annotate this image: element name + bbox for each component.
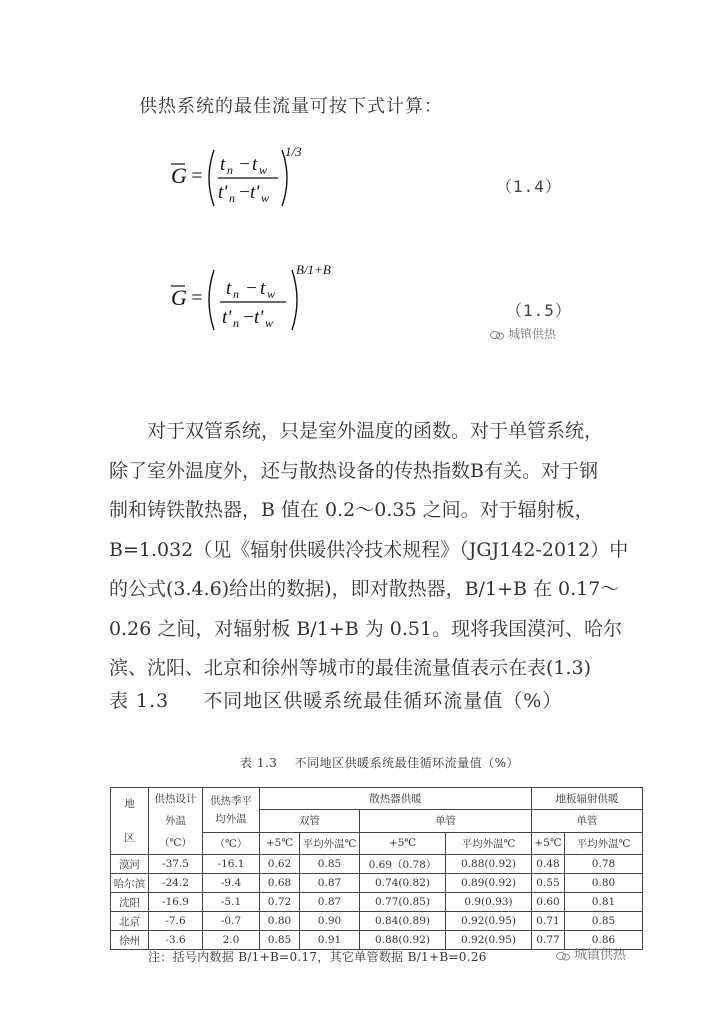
svg-text:w: w — [259, 163, 268, 177]
svg-text:n: n — [233, 316, 239, 330]
table-cell: 0.84(0.89) — [360, 912, 446, 931]
watermark-top — [490, 325, 556, 342]
header-design-temp: 供热设计外温（℃） — [149, 788, 203, 855]
paragraph-line: B=1.032（见《辐射供暖供冷技术规程》（JGJ142-2012）中 — [109, 538, 629, 561]
table-cell: 漠河 — [111, 855, 149, 874]
table-cell: 0.85 — [260, 931, 300, 950]
svg-text:−: − — [238, 182, 251, 203]
watermark-bottom — [556, 944, 626, 963]
table-cell: -7.6 — [149, 912, 203, 931]
table-cell: 0.69（0.78） — [360, 855, 446, 874]
table-cell: 0.87 — [300, 893, 360, 912]
header-region: 地 区 — [111, 788, 149, 855]
table-row — [111, 855, 643, 874]
svg-text:n: n — [229, 191, 235, 205]
table-row — [111, 893, 643, 912]
formula2-exponent: B/1+B — [296, 262, 331, 277]
svg-text:n: n — [227, 163, 233, 177]
header-floor: 地板辐射供暖 — [532, 788, 643, 810]
table-cell: 北京 — [111, 912, 149, 931]
svg-text:t': t' — [254, 307, 264, 328]
table-caption-label: 表 1.3 — [109, 690, 170, 712]
table-cell: 0.92(0.95) — [446, 931, 532, 950]
table-cell: 0.88(0.92) — [360, 931, 446, 950]
header-avg-temp: 供热季平均外温 — [203, 788, 260, 833]
svg-text:t': t' — [250, 182, 260, 203]
table-cell: 0.88(0.92) — [446, 855, 532, 874]
table-cell: 0.90 — [300, 912, 360, 931]
header-avg-out: 平均外温℃ — [446, 832, 532, 854]
table-cell: 0.80 — [260, 912, 300, 931]
header-plus5: +5℃ — [360, 832, 446, 854]
table-cell: 0.72 — [260, 893, 300, 912]
table-cell: 0.48 — [532, 855, 565, 874]
table-cell: -9.4 — [203, 874, 260, 893]
paragraph-line: 除了室外温度外，还与散热设备的传热指数B有关。对于钢 — [109, 459, 598, 482]
table-cell: -16.9 — [149, 893, 203, 912]
header-plus5: +5℃ — [260, 832, 300, 854]
table-cell: -24.2 — [149, 874, 203, 893]
formula1-lhs: G — [171, 163, 187, 188]
table-cell: 0.68 — [260, 874, 300, 893]
watermark-text: 城镇供热 — [574, 948, 627, 963]
table-cell: 0.62 — [260, 855, 300, 874]
table-cell: 0.86 — [565, 931, 643, 950]
paragraph-line: 对于双管系统，只是室外温度的函数。对于单管系统， — [147, 420, 604, 442]
table-cell: 0.60 — [532, 893, 565, 912]
table-cell: -5.1 — [203, 893, 260, 912]
table-caption — [109, 686, 562, 713]
svg-text:−: − — [245, 278, 258, 299]
svg-text:t': t' — [222, 307, 232, 328]
table-note: 注：括号内数据 B/1+B=0.17，其它单管数据 B/1+B=0.26 — [148, 950, 487, 964]
flow-table — [110, 787, 643, 950]
table-cell: 0.80 — [565, 874, 643, 893]
watermark-text: 城镇供热 — [508, 327, 557, 341]
table-cell: 0.74(0.82) — [360, 874, 446, 893]
svg-text:t: t — [260, 278, 266, 299]
table-cell: 0.78 — [565, 855, 643, 874]
svg-text:t': t' — [218, 182, 228, 203]
header-single-pipe: 单管 — [360, 810, 532, 832]
header-avg-temp-unit: （℃） — [203, 832, 260, 854]
svg-text:t: t — [220, 154, 226, 175]
table-cell: 0.77(0.85) — [360, 893, 446, 912]
svg-text:w: w — [261, 191, 270, 205]
table-cell: 0.81 — [565, 893, 643, 912]
formula-1-5-graphic — [168, 262, 348, 334]
svg-text:=: = — [190, 165, 204, 187]
header-plus5: +5℃ — [532, 832, 565, 854]
svg-text:w: w — [267, 287, 276, 301]
table-cell: -16.1 — [203, 855, 260, 874]
table-cell: 0.89(0.92) — [446, 874, 532, 893]
table-cell: -3.6 — [149, 931, 203, 950]
table-row — [111, 912, 643, 931]
table-cell: -37.5 — [149, 855, 203, 874]
svg-text:n: n — [233, 287, 239, 301]
table-cell: 0.91 — [300, 931, 360, 950]
svg-text:t: t — [226, 278, 232, 299]
table-row — [111, 874, 643, 893]
intro-text: 供热系统的最佳流量可按下式计算： — [139, 96, 443, 117]
table-cell: 沈阳 — [111, 893, 149, 912]
table-image-title: 表 1.3 不同地区供暖系统最佳循环流量值（%） — [240, 756, 520, 770]
svg-text:t: t — [252, 154, 258, 175]
header-avg-out: 平均外温℃ — [565, 832, 643, 854]
svg-text:w: w — [265, 316, 274, 330]
table-cell: 0.92(0.95) — [446, 912, 532, 931]
table-cell: 0.55 — [532, 874, 565, 893]
body-paragraph — [109, 412, 629, 689]
formula-1-4 — [168, 142, 308, 212]
table-cell: -0.7 — [203, 912, 260, 931]
header-floor-single-pipe: 单管 — [532, 810, 643, 832]
wechat-icon — [490, 330, 504, 340]
paragraph-line: 滨、沈阳、北京和徐州等城市的最佳流量值表示在表(1.3) — [109, 657, 592, 679]
paragraph-line: 0.26 之间，对辐射板 B/1+B 为 0.51。现将我国漠河、哈尔 — [109, 617, 623, 640]
formula1-exponent: 1/3 — [285, 144, 302, 159]
table-cell: 0.87 — [300, 874, 360, 893]
table-cell: 0.9(0.93) — [446, 893, 532, 912]
equation-number-1-4: （1.4） — [496, 177, 562, 196]
formula-1-4-graphic — [168, 142, 318, 214]
svg-text:=: = — [190, 287, 204, 309]
formula2-lhs: G — [171, 285, 187, 310]
formula-1-5 — [168, 262, 348, 332]
paragraph-line: 制和铸铁散热器，B 值在 0.2～0.35 之间。对于辐射板， — [109, 499, 594, 521]
svg-text:−: − — [238, 154, 251, 175]
table-caption-text: 不同地区供暖系统最佳循环流量值（%） — [203, 690, 563, 712]
wechat-icon — [556, 951, 570, 961]
table-cell: 徐州 — [111, 931, 149, 950]
table-cell: 0.85 — [565, 912, 643, 931]
equation-number-1-5: （1.5） — [506, 301, 572, 320]
header-double-pipe: 双管 — [260, 810, 360, 832]
paragraph-line: 的公式(3.4.6)给出的数据)，即对散热器，B/1+B 在 0.17～ — [109, 578, 620, 600]
table-cell: 2.0 — [203, 931, 260, 950]
table-cell: 0.77 — [532, 931, 565, 950]
svg-text:−: − — [242, 307, 255, 328]
table-cell: 0.85 — [300, 855, 360, 874]
header-avg-out: 平均外温℃ — [300, 832, 360, 854]
table-cell: 哈尔滨 — [111, 874, 149, 893]
table-cell: 0.71 — [532, 912, 565, 931]
header-radiator: 散热器供暖 — [260, 788, 532, 810]
